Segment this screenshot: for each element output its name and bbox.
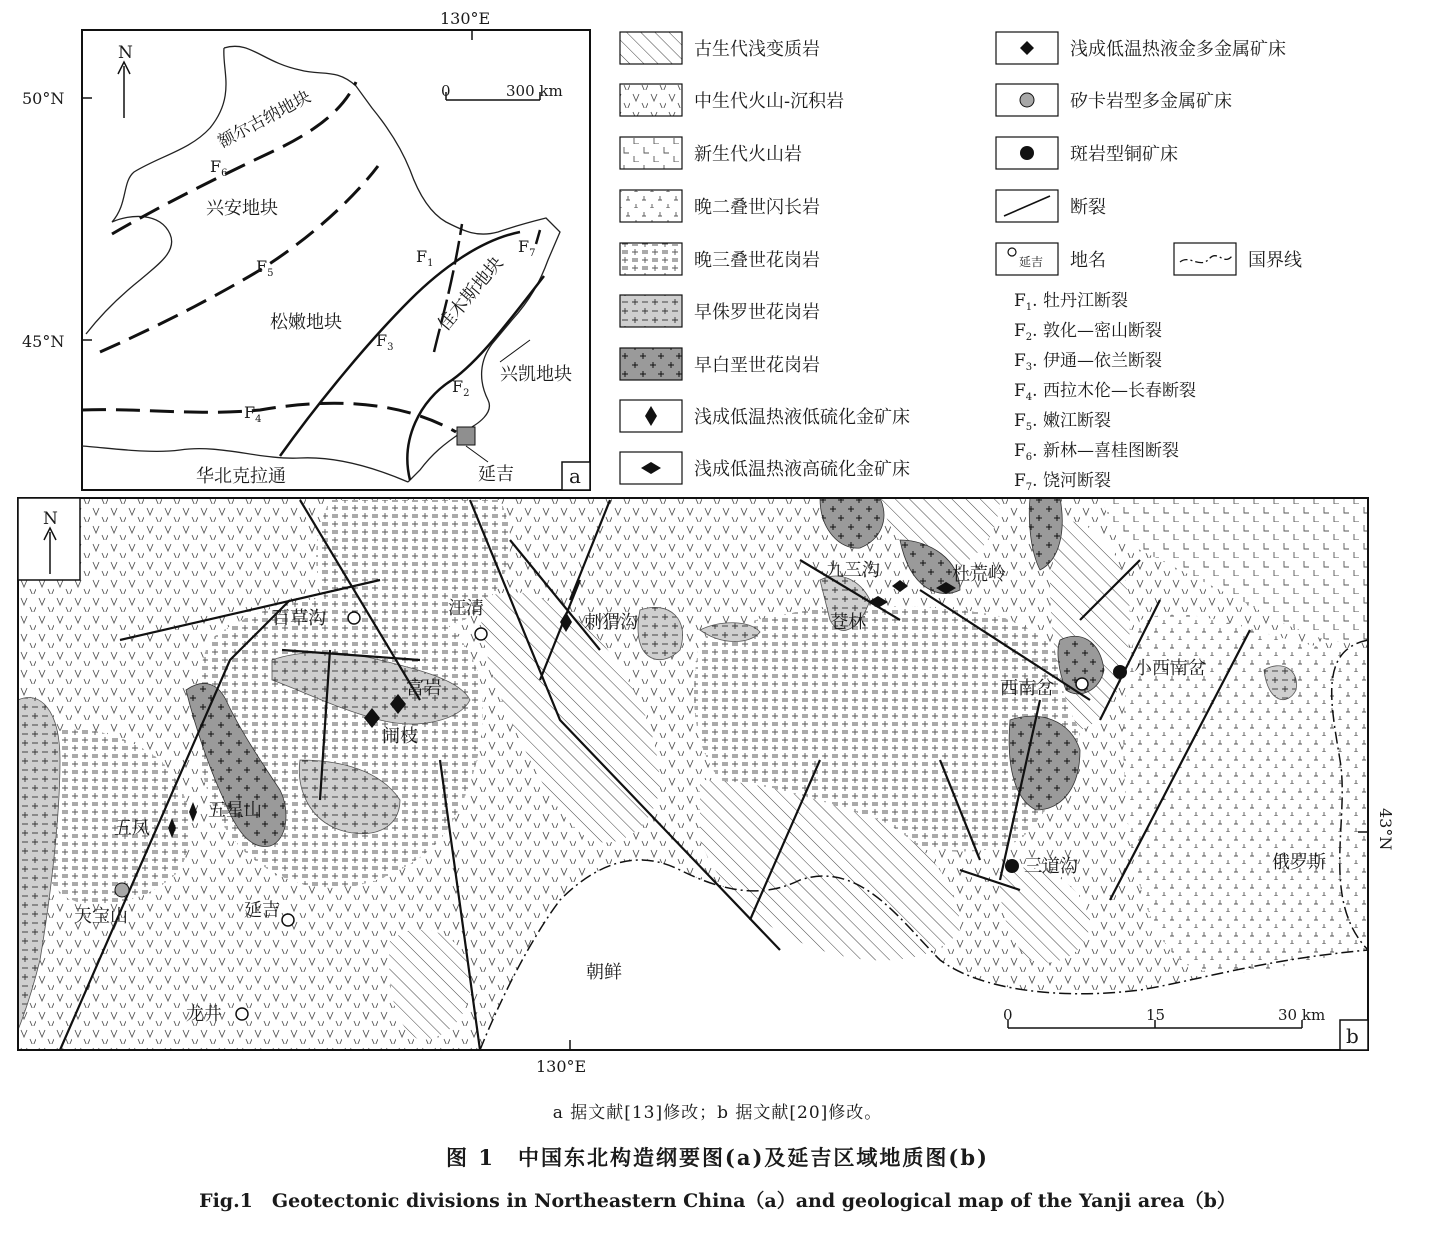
legend-rock-1: 中生代火山-沉积岩 [694,91,845,112]
fault-list-f5: $F_5$. 嫩江断裂 [1014,411,1111,433]
fault-label-f3: $F_3$ [376,331,394,353]
map-a-scale-end: 300 km [506,82,563,100]
legend-border-label: 国界线 [1248,250,1302,271]
block-songnen: 松嫩地块 [270,312,342,333]
fault-label-f1: $F_1$ [416,247,434,269]
fault-label-f7: $F_7$ [518,237,536,259]
place-yanji: 延吉 [244,900,280,921]
legend-deposit-2: 斑岩型铜矿床 [1070,144,1178,165]
place-russia: 俄罗斯 [1272,852,1326,873]
legend-rock-8: 浅成低温热液高硫化金矿床 [694,459,910,480]
legend-rock-0: 古生代浅变质岩 [694,39,820,60]
map-b-lon: 130°E [536,1057,587,1076]
legend [620,32,1302,493]
legend-deposit-1: 矽卡岩型多金属矿床 [1070,91,1232,112]
block-ergun: 额尔古纳地块 [214,86,315,153]
fault-label-f2: $F_2$ [452,377,470,399]
place-xinancha: 西南岔 [1000,678,1054,699]
place-korea: 朝鲜 [586,962,622,983]
place-wufeng: 五凤 [114,818,150,839]
map-b-scale-mid: 15 [1146,1006,1166,1024]
place-duhuangling: 杜荒岭 [952,564,1006,585]
block-craton: 华北克拉通 [196,466,286,487]
lat-45: 45°N [22,332,65,351]
place-wuxingshan: 五星山 [208,800,262,821]
fault-list-f3: $F_3$. 伊通—依兰断裂 [1014,351,1162,373]
map-b-lat: 43°N [1376,808,1395,851]
place-jiusangou: 九三沟 [826,560,880,581]
map-a-panel-label: a [569,464,581,488]
place-fuyan: 富岩 [406,678,442,699]
place-longjing: 龙井 [186,1004,222,1025]
yanji-square [457,427,475,445]
fault-list-f4: $F_4$. 西拉木伦—长春断裂 [1014,381,1196,403]
legend-place-label: 地名 [1070,250,1106,271]
map-a-scale-zero: 0 [441,82,451,100]
map-b-panel-label: b [1346,1024,1359,1048]
block-yanji: 延吉 [478,464,514,485]
map-b-north: N [43,509,58,529]
legend-rock-7: 浅成低温热液低硫化金矿床 [694,407,910,428]
fault-label-f6: $F_6$ [210,157,228,179]
place-tianbaoshan: 天宝山 [74,906,128,927]
fault-list-f2: $F_2$. 敦化—密山断裂 [1014,321,1162,343]
place-sandaogou: 三道沟 [1024,856,1078,877]
place-wangqing: 汪清 [448,598,484,619]
fault-list-f7: $F_7$. 饶河断裂 [1014,471,1111,493]
place-ciweigou: 刺猬沟 [584,612,638,633]
block-xingan: 兴安地块 [206,198,278,219]
place-baicaogou: 百草沟 [272,608,326,629]
legend-rock-4: 晚三叠世花岗岩 [694,250,820,271]
fault-list-f1: $F_1$. 牡丹江断裂 [1014,291,1128,313]
legend-place-box-text: 延吉 [1019,255,1044,269]
source-note: a 据文献[13]修改；b 据文献[20]修改。 [552,1103,883,1123]
block-jiamusi: 佳木斯地块 [433,252,508,336]
figure-title-en: Fig.1 Geotectonic divisions in Northeastern China（a）and geological map of the Yanji area（b） [199,1190,1236,1212]
block-xingkai: 兴凯地块 [500,364,572,385]
map-b-scale-zero: 0 [1003,1006,1013,1024]
fault-label-f4: $F_4$ [244,403,262,425]
legend-deposit-3: 断裂 [1070,197,1106,218]
map-a [22,9,590,490]
legend-rock-5: 早侏罗世花岗岩 [694,302,820,323]
place-zhazhi: 闹枝 [382,726,418,747]
figure-title-cn: 图 1 中国东北构造纲要图(a)及延吉区域地质图(b) [446,1145,989,1170]
lat-50: 50°N [22,89,65,108]
fault-list-f6: $F_6$. 新林—喜桂图断裂 [1014,441,1179,463]
legend-rock-2: 新生代火山岩 [694,144,802,165]
legend-rock-6: 早白垩世花岗岩 [694,355,820,376]
fault-label-f5: $F_5$ [256,257,274,279]
map-a-lon: 130°E [440,9,491,28]
map-b [18,498,1395,1076]
map-a-north: N [118,43,133,63]
legend-deposit-0: 浅成低温热液金多金属矿床 [1070,39,1286,60]
legend-rock-3: 晚二叠世闪长岩 [694,197,820,218]
place-canglin: 苍林 [830,612,866,633]
map-b-scale-end: 30 km [1278,1006,1326,1024]
place-xiaoxinancha: 小西南岔 [1134,658,1206,679]
